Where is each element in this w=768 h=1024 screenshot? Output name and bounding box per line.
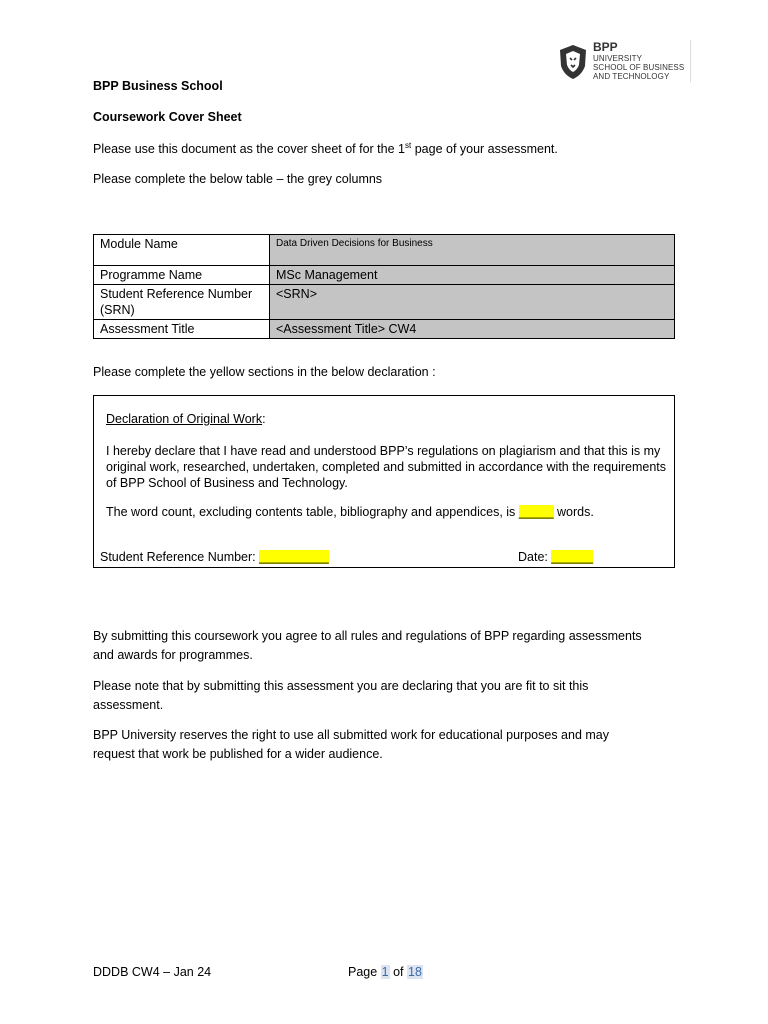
bpp-logo bbox=[558, 40, 691, 82]
programme-name-label: Programme Name bbox=[94, 266, 270, 285]
instruction-table: Please complete the below table – the grey columns bbox=[93, 172, 383, 186]
srn-value[interactable]: <SRN> bbox=[270, 285, 675, 320]
footer-page-number: Page 1 of 18 bbox=[348, 965, 422, 979]
assessment-title-value[interactable]: <Assessment Title> CW4 bbox=[270, 320, 675, 339]
table-row bbox=[94, 235, 675, 266]
programme-name-value[interactable]: MSc Management bbox=[270, 266, 675, 285]
declaration-heading: Declaration of Original Work: bbox=[106, 412, 266, 426]
srn-declaration: Student Reference Number: __________ bbox=[100, 550, 329, 564]
assessment-title-label: Assessment Title bbox=[94, 320, 270, 339]
declaration-line-2: original work, researched, undertaken, completed and submitted in accordance with the requirements bbox=[106, 460, 667, 474]
footer-document-code: DDDB CW4 – Jan 24 bbox=[93, 965, 212, 979]
total-pages: 18 bbox=[408, 965, 422, 979]
current-page: 1 bbox=[381, 965, 389, 979]
lion-shield-icon bbox=[558, 44, 588, 80]
page-title: Coursework Cover Sheet bbox=[93, 110, 242, 124]
module-name-label: Module Name bbox=[94, 235, 270, 266]
word-count-statement: The word count, excluding contents table, bibliography and appendices, is _____ words. bbox=[106, 505, 594, 519]
declaration-intro: Please complete the yellow sections in the below declaration : bbox=[93, 365, 436, 379]
logo-line-2: SCHOOL OF BUSINESS bbox=[593, 63, 685, 72]
srn-field[interactable]: __________ bbox=[259, 550, 329, 564]
declaration-line-3: of BPP School of Business and Technology. bbox=[106, 476, 348, 490]
table-row bbox=[94, 266, 675, 285]
module-info-table bbox=[93, 234, 675, 339]
logo-line-1: UNIVERSITY bbox=[593, 54, 643, 63]
date-field[interactable]: ______ bbox=[551, 550, 594, 564]
paragraph-rules: By submitting this coursework you agree to all rules and regulations of BPP regarding assessments and awards for programmes. bbox=[93, 629, 642, 662]
date-declaration: Date: ______ bbox=[518, 550, 594, 564]
srn-label: Student Reference Number (SRN) bbox=[94, 285, 270, 320]
instruction-cover-sheet: Please use this document as the cover sheet of for the 1st page of your assessment. bbox=[93, 141, 558, 157]
declaration-box bbox=[93, 395, 675, 568]
table-row bbox=[94, 320, 675, 339]
table-row bbox=[94, 285, 675, 320]
module-name-value[interactable]: Data Driven Decisions for Business bbox=[270, 235, 675, 266]
paragraph-educational-use: BPP University reserves the right to use all submitted work for educational purposes and may request that work be published for a wider audience. bbox=[93, 728, 609, 761]
paragraph-fit-to-sit: Please note that by submitting this assessment you are declaring that you are fit to sit this assessment. bbox=[93, 679, 589, 712]
logo-line-3: AND TECHNOLOGY bbox=[593, 72, 670, 81]
logo-name: BPP bbox=[593, 40, 618, 54]
school-name: BPP Business School bbox=[93, 79, 223, 93]
word-count-field[interactable]: _____ bbox=[518, 505, 554, 519]
declaration-line-1: I hereby declare that I have read and understood BPP’s regulations on plagiarism and that this is my bbox=[106, 444, 661, 458]
